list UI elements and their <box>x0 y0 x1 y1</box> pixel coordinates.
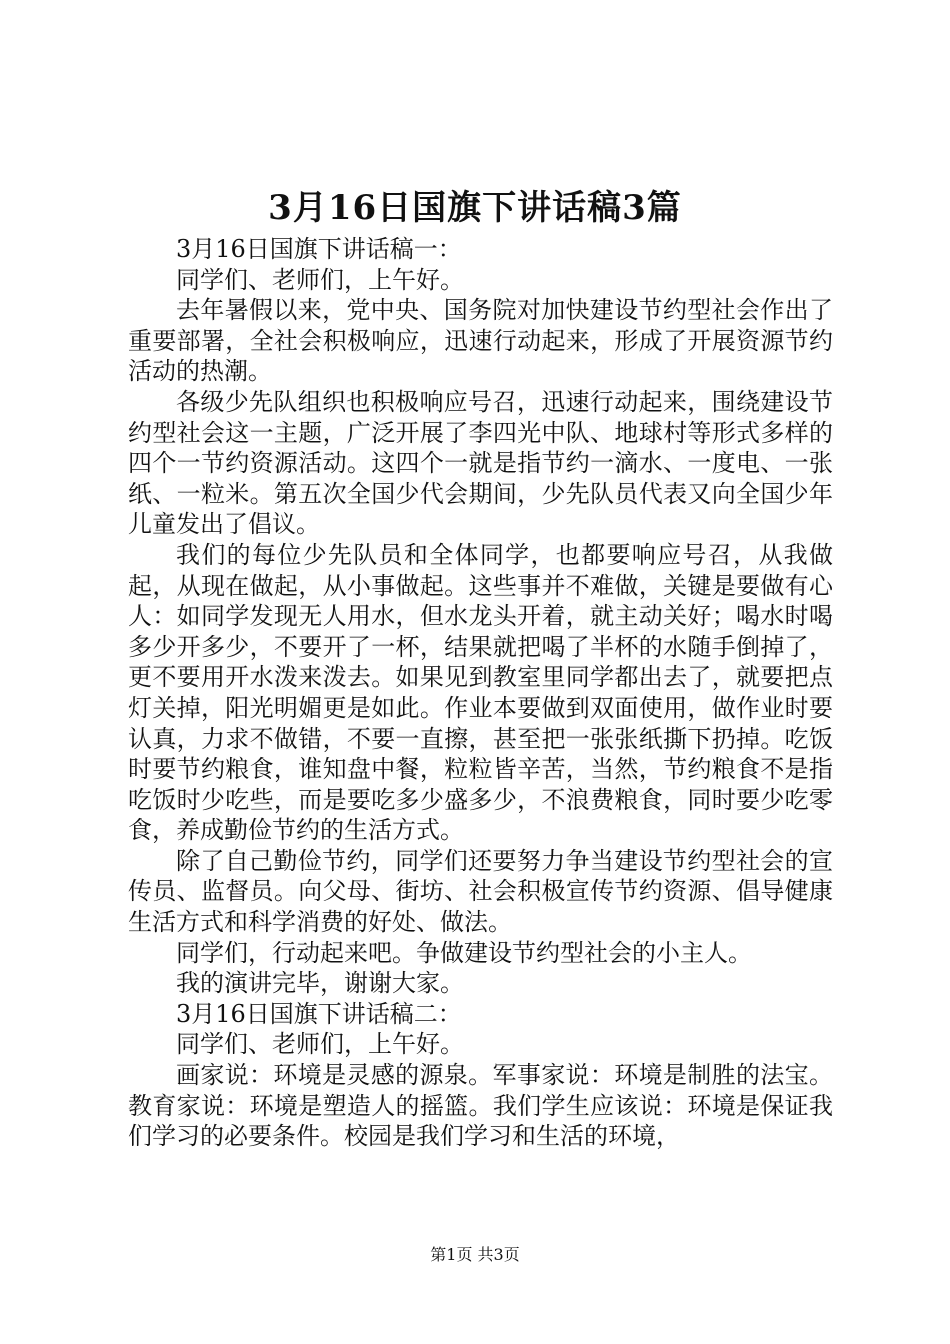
paragraph: 除了自己勤俭节约，同学们还要努力争当建设节约型社会的宣传员、监督员。向父母、街坊、社会积极宣传节约资源、倡导健康生活方式和科学消费的好处、做法。 <box>128 846 833 937</box>
paragraph: 3月16日国旗下讲话稿一： <box>176 235 462 263</box>
paragraph: 同学们，行动起来吧。争做建设节约型社会的小主人。 <box>176 938 752 967</box>
paragraph: 画家说：环境是灵感的源泉。军事家说：环境是制胜的法宝。教育家说：环境是塑造人的摇篮。我们学生应该说：环境是保证我们学习的必要条件。校园是我们学习和生活的环境， <box>128 1061 833 1151</box>
document-title: 3月16日国旗下讲话稿3篇 <box>268 188 682 228</box>
paragraph: 同学们、老师们，上午好。 <box>176 1030 464 1059</box>
paragraph: 3月16日国旗下讲话稿二： <box>176 999 462 1028</box>
paragraph: 去年暑假以来，党中央、国务院对加快建设节约型社会作出了重要部署，全社会积极响应，迅速行动起来，形成了开展资源节约活动的热潮。 <box>128 296 833 386</box>
paragraph: 各级少先队组织也积极响应号召，迅速行动起来，围绕建设节约型社会这一主题，广泛开展了李四光中队、地球村等形式多样的四个一节约资源活动。这四个一就是指节约一滴水、一度电、一张纸、一粒米。第五次全国少代会期间，少先队员代表又向全国少年儿童发出了倡议。 <box>128 387 833 539</box>
paragraph: 同学们、老师们，上午好。 <box>176 265 464 294</box>
document-body <box>128 234 833 1152</box>
paragraph: 我的演讲完毕，谢谢大家。 <box>176 969 464 998</box>
paragraph: 我们的每位少先队员和全体同学，也都要响应号召，从我做起，从现在做起，从小事做起。这些事并不难做，关键是要做有心人：如同学发现无人用水，但水龙头开着，就主动关好；喝水时喝多少开多少，不要开了一杯，结果就把喝了半杯的水随手倒掉了，更不要用开水泼来泼去。如果见到教室里同学都出去了，就要把点灯关掉，阳光明媚更是如此。作业本要做到双面使用，做作业时要认真，力求不做错，不要一直擦，甚至把一张张纸撕下扔掉。吃饭时要节约粮食，谁知盘中餐，粒粒皆辛苦，当然，节约粮食不是指吃饭时少吃些，而是要吃多少盛多少，不浪费粮食，同时要少吃零食，养成勤俭节约的生活方式。 <box>128 540 833 845</box>
page-number-footer: 第1页 共3页 <box>430 1245 520 1264</box>
